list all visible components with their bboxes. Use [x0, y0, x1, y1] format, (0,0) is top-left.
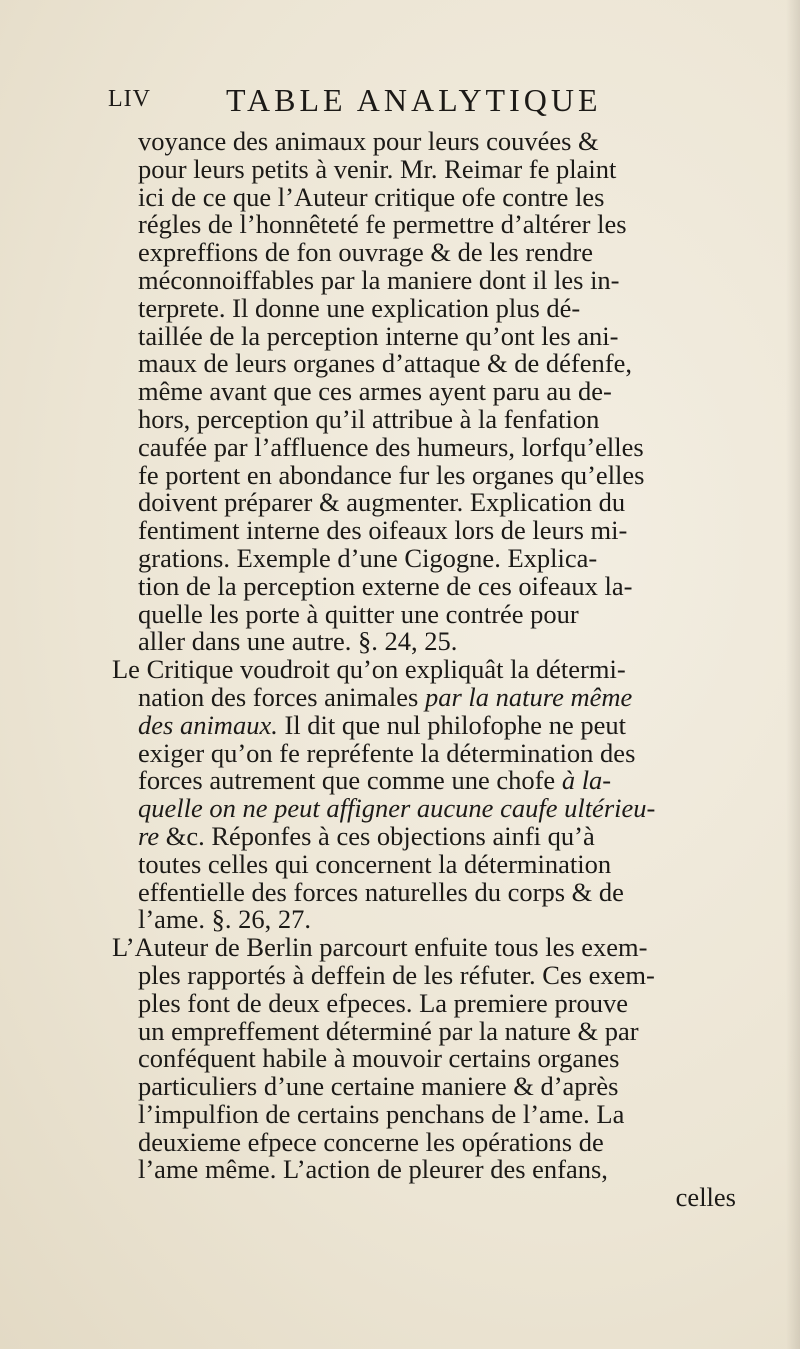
text-line: [112, 709, 752, 740]
text-line: [112, 211, 752, 239]
text-line: [112, 431, 752, 462]
text-segment: Le Critique voudroit qu’on expliquât la détermi-: [112, 654, 626, 685]
text-line: [112, 934, 752, 962]
text-line: [112, 848, 752, 879]
text-segment: aller dans une autre. §. 24, 25.: [138, 626, 458, 657]
text-line: [112, 1126, 752, 1157]
text-line: [112, 239, 752, 267]
text-line: [112, 795, 752, 823]
text-line: [112, 128, 752, 156]
text-line: [112, 378, 752, 406]
text-segment: un empreffement déterminé par la nature & par: [138, 1015, 639, 1046]
text-line: [112, 628, 752, 656]
text-segment: voyance des animaux pour leurs couvées &: [138, 126, 599, 156]
italic-text: re: [138, 820, 160, 851]
text-segment: ples rapportés à deffein de les réfuter. Ces exem-: [138, 959, 655, 990]
text-segment: doivent préparer & augmenter. Explication du: [138, 487, 626, 518]
text-line: [112, 656, 752, 684]
text-line: [112, 906, 752, 934]
text-line: [112, 598, 752, 629]
text-segment: taillée de la perception interne qu’ont les ani-: [138, 320, 619, 351]
text-line: [112, 820, 752, 851]
text-line: [112, 987, 752, 1018]
text-line: [112, 681, 752, 712]
text-line: [112, 542, 752, 573]
text-segment: fe portent en abondance fur les organes qu’elles: [138, 459, 645, 490]
italic-text: quelle on ne peut affigner aucune caufe ultérieu-: [138, 793, 656, 824]
text-segment: ples font de deux efpeces. La premiere prouve: [138, 987, 629, 1018]
text-segment: méconnoiffables par la maniere dont il les in-: [138, 264, 620, 295]
text-segment: quelle les porte à quitter une contrée pour: [138, 598, 579, 629]
text-line: [112, 1045, 752, 1073]
text-segment: deuxieme efpece concerne les opérations de: [138, 1126, 604, 1157]
page-number: LIV: [108, 86, 151, 112]
running-head: TABLE ANALYTIQUE: [226, 82, 602, 118]
text-line: [112, 570, 752, 601]
text-segment: toutes celles qui concernent la détermination: [138, 848, 612, 879]
text-line: [112, 876, 752, 907]
text-segment: L’Auteur de Berlin parcourt enfuite tous les exem-: [112, 932, 648, 963]
text-line: [112, 489, 752, 517]
text-segment: pour leurs petits à venir. Mr. Reimar fe plaint: [138, 153, 617, 184]
text-line: [112, 181, 752, 212]
text-segment: expreffions de fon ouvrage & de les rendre: [138, 237, 593, 268]
text-line: [112, 1073, 752, 1101]
text-segment: exiger qu’on fe repréfente la détermination des: [138, 737, 636, 768]
text-line: [112, 737, 752, 768]
text-line: [112, 1156, 752, 1184]
text-segment: tion de la perception externe de ces oifeaux la-: [138, 570, 633, 601]
text-line: [112, 320, 752, 351]
text-segment: l’impulfion de certains penchans de l’ame. La: [138, 1098, 625, 1129]
text-line: [112, 959, 752, 990]
text-segment: caufée par l’affluence des humeurs, lorfqu’elles: [138, 431, 644, 462]
text-segment: terprete. Il donne une explication plus dé-: [138, 292, 581, 323]
text-segment: régles de l’honnêteté fe permettre d’altérer les: [138, 209, 627, 240]
page-header: [108, 82, 668, 122]
text-segment: maux de leurs organes d’attaque & de défenfe,: [138, 348, 632, 379]
text-segment: grations. Exemple d’une Cigogne. Explica-: [138, 542, 598, 573]
text-line: [112, 292, 752, 323]
text-line: [112, 767, 752, 795]
text-line: [112, 403, 752, 434]
text-line: [112, 350, 752, 378]
text-block: [112, 128, 752, 1212]
text-segment: ici de ce que l’Auteur critique ofe contre les: [138, 181, 605, 212]
text-segment: conféquent habile à mouvoir certains organes: [138, 1043, 620, 1074]
text-segment: l’ame. §. 26, 27.: [138, 904, 311, 935]
page-edge-shadow: [786, 0, 800, 1349]
italic-text: à la-: [561, 765, 612, 796]
text-segment: forces autrement que comme une chofe: [138, 765, 562, 796]
text-segment: nation des forces animales: [138, 681, 425, 712]
text-line: [112, 264, 752, 295]
text-segment: l’ame même. L’action de pleurer des enfans,: [138, 1154, 608, 1185]
text-line: [112, 1098, 752, 1129]
text-segment: fentiment interne des oifeaux lors de leurs mi-: [138, 515, 628, 546]
catchword: celles: [675, 1182, 736, 1213]
text-segment: particuliers d’une certaine maniere & d’après: [138, 1071, 619, 1102]
text-line: [112, 459, 752, 490]
text-line: [112, 1015, 752, 1046]
italic-text: des animaux.: [138, 709, 278, 740]
text-segment: &c. Réponfes à ces objections ainfi qu’à: [159, 820, 595, 851]
text-line: [112, 153, 752, 184]
text-segment: même avant que ces armes ayent paru au de-: [138, 376, 612, 407]
text-line: [112, 517, 752, 545]
italic-text: par la nature même: [424, 681, 633, 712]
text-segment: effentielle des forces naturelles du corps & de: [138, 876, 624, 907]
text-segment: Il dit que nul philofophe ne peut: [277, 709, 626, 740]
text-segment: hors, perception qu’il attribue à la fenfation: [138, 403, 600, 434]
